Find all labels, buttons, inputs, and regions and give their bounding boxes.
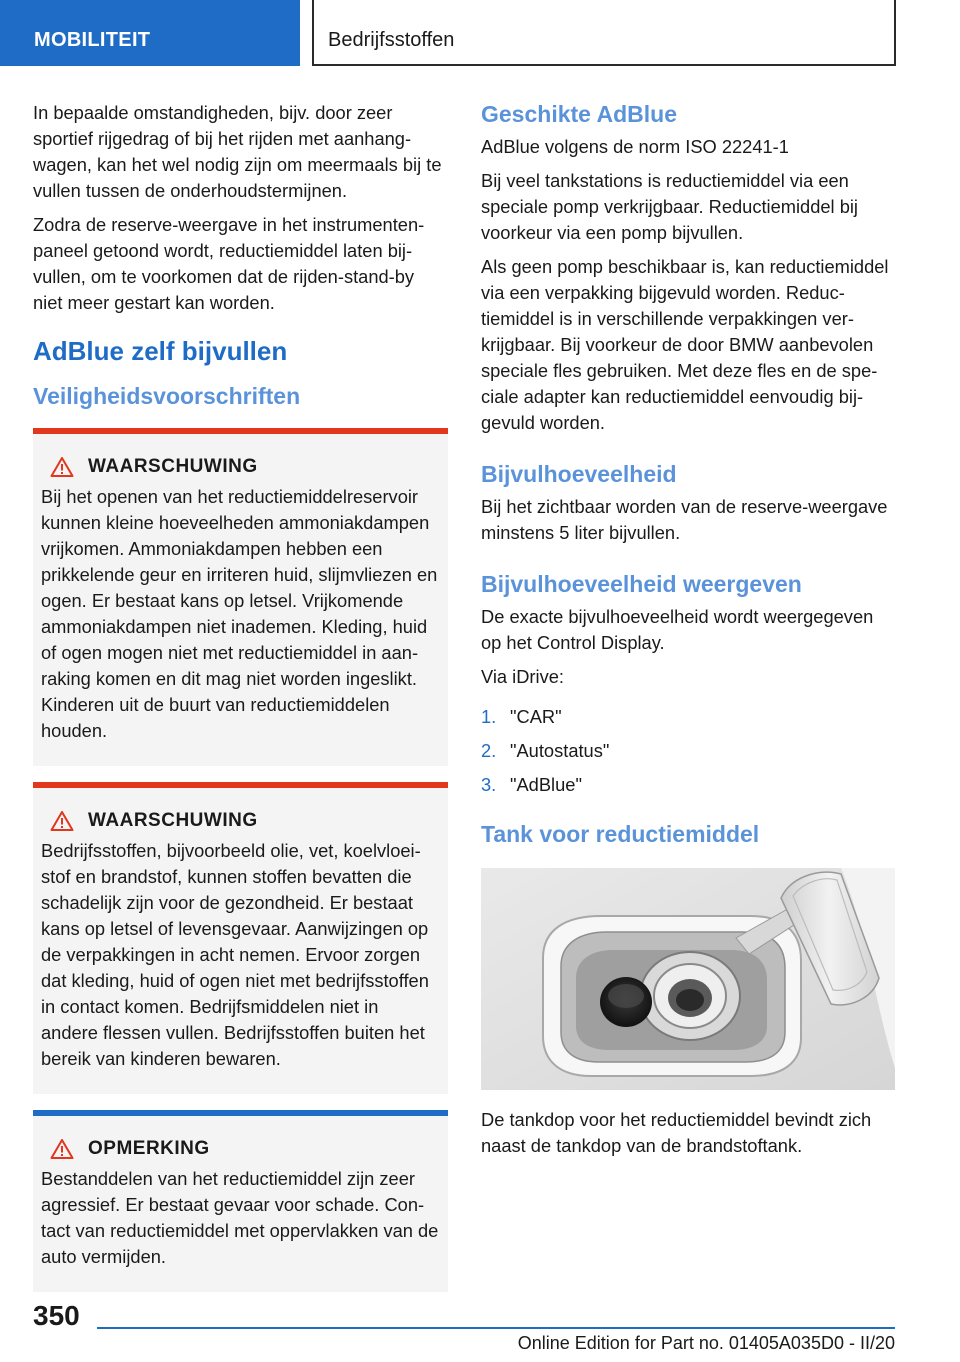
section-heading-fill-amount: Bijvulhoeveelheid	[481, 461, 677, 487]
section-heading-show-amount: Bijvulhoeveelheid weergeven	[481, 571, 802, 597]
right-column	[481, 100, 895, 1167]
menu-steps-list	[481, 700, 895, 802]
sub-heading: Veiligheidsvoorschriften	[33, 383, 301, 409]
warning-box	[33, 782, 448, 1094]
notice-text: Bestanddelen van het reductiemiddel zijn zeer agressief. Er bestaat gevaar voor schade. Contact van reductiemiddel met oppervlakken van de auto vermijden.	[41, 1168, 439, 1267]
step-number: 2.	[481, 740, 497, 761]
warning-title: WAARSCHUWING	[88, 456, 258, 477]
step-text: "Autostatus"	[510, 740, 610, 761]
warning-triangle-icon	[50, 1138, 74, 1160]
step-text: "AdBlue"	[510, 774, 582, 795]
warning-text: Bij het openen van het reductiemiddelreservoir kunnen kleine hoeveelheden ammoniakdampen vrijkomen. Ammoniakdampen hebben een prikkelende geur en irriteren huid, slijmvliezen en ogen. Er bestaat kans op letsel. Vrijkomende ammoniakdampen niet inademen. Kleding, huid of ogen mogen niet met reductiemiddel in aanraking komen en dit mag niet worden ingeslikt. Kinderen uit de buurt van reductiemiddelen houden.	[41, 486, 438, 741]
chapter-header	[312, 0, 896, 66]
left-column	[33, 100, 448, 1308]
page-number: 350	[33, 1300, 80, 1331]
step-number: 1.	[481, 706, 497, 727]
warning-title: WAARSCHUWING	[88, 810, 258, 831]
footer-edition: Online Edition for Part no. 01405A035D0 - II/20	[517, 1333, 895, 1353]
notice-title: OPMERKING	[88, 1138, 210, 1159]
intro-paragraph: In bepaalde omstandigheden, bijv. door zeer sportief rijgedrag of bij het rijden met aanhangwagen, kan het wel nodig zijn om meermaals bij te vullen tussen de onderhoudstermijnen.	[33, 102, 442, 201]
notice-box	[33, 1110, 448, 1292]
main-heading: AdBlue zelf bijvullen	[33, 336, 288, 366]
warning-header	[41, 454, 440, 480]
notice-header	[41, 1136, 440, 1162]
footer-divider	[97, 1327, 895, 1329]
section-heading-adblue: Geschikte AdBlue	[481, 101, 677, 127]
warning-box	[33, 428, 448, 766]
warning-triangle-icon	[50, 456, 74, 478]
intro-paragraph: Zodra de reserve-weergave in het instrumentenpaneel getoond wordt, reductiemiddel laten bijvullen, om te voorkomen dat de rijden-stand-by niet meer gestart kan worden.	[33, 214, 425, 313]
section-tab	[0, 0, 300, 66]
chapter-title: Bedrijfsstoffen	[328, 29, 455, 51]
adblue-filler-photo	[481, 868, 895, 1090]
list-item	[481, 734, 895, 768]
list-item	[481, 700, 895, 734]
paragraph: Bij het zichtbaar worden van de reserve-weergave minstens 5 liter bijvullen.	[481, 496, 888, 543]
warning-text: Bedrijfsstoffen, bijvoorbeeld olie, vet, koelvloeistof en brandstof, kunnen stoffen bevatten die schadelijk zijn voor de gezondheid. Er bestaat kans op letsel of levensgevaar. Aanwijzingen op de verpakkingen in acht nemen. Ervoor zorgen dat kleding, huid of ogen niet met bedrijfsstoffen in contact komen. Bedrijfsmiddelen niet in andere flessen vullen. Bedrijfsstoffen buiten het bereik van kinderen bewaren.	[41, 840, 429, 1069]
warning-header	[41, 808, 440, 834]
paragraph: Bij veel tankstations is reductiemiddel via een speciale pomp verkrijgbaar. Reductiemiddel bij voorkeur via een pomp bijvullen.	[481, 170, 858, 243]
list-item	[481, 768, 895, 802]
warning-triangle-icon	[50, 810, 74, 832]
via-idrive-label: Via iDrive:	[481, 666, 564, 687]
paragraph: De exacte bijvulhoeveelheid wordt weergegeven op het Control Display.	[481, 606, 874, 653]
paragraph: De tankdop voor het reductiemiddel bevindt zich naast de tankdop van de brandstoftank.	[481, 1109, 872, 1156]
paragraph: Als geen pomp beschikbaar is, kan reductiemiddel via een verpakking bijgevuld worden. Reductiemiddel is in verschillende verpakkingen verkrijgbaar. Bij voorkeur de door BMW aanbevolen speciale fles gebruiken. Met deze fles en de speciale adapter kan reductiemiddel eenvoudig bijgevuld worden.	[481, 256, 889, 433]
paragraph: AdBlue volgens de norm ISO 22241-1	[481, 136, 789, 157]
section-tab-label: MOBILITEIT	[34, 29, 151, 51]
step-text: "CAR"	[510, 706, 562, 727]
section-heading-tank: Tank voor reductiemiddel	[481, 821, 760, 847]
step-number: 3.	[481, 774, 497, 795]
